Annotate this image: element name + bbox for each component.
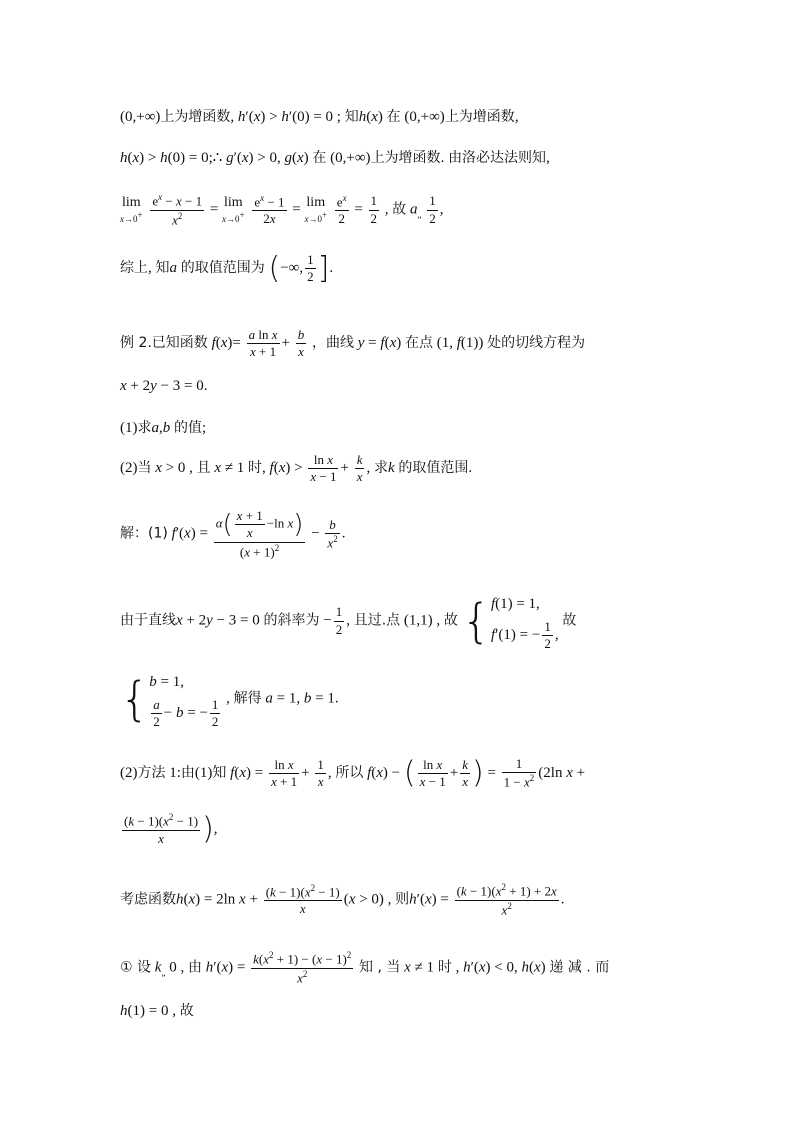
final-line: h(1) = 0 , 故 bbox=[120, 1003, 194, 1019]
h-function-line: 考虑函数h(x) = 2ln x + $\frac{(k - 1)(x^2 - 1)}{x}$ (x > 0) , 则h′(x) = $\frac{(k - 1)(x^2 + 1) + 2x}{x^2}$ . bbox=[120, 882, 565, 917]
slope-line: 由于直线x + 2y − 3 = 0 的斜率为 − $\frac{1}{2}$ , 且过.点 (1,1) , 故 { f(1) = 1, f′(1) = − $\frac{1}{2}$ , 故 bbox=[120, 594, 577, 651]
question-1: (1)求a,b 的值; bbox=[120, 420, 207, 436]
text-line-2: h(x) > h(0) = 0;∴ g′(x) > 0, g(x) 在 (0,+∞)上为增函数. 由洛必达法则知, bbox=[120, 150, 550, 166]
text-line-4-range: 综上, 知a 的取值范围为 (−∞, $\frac{1}{2}$ ]. bbox=[120, 250, 334, 286]
example-2-line: 例 2.已知函数 f(x)= $\frac{\text{a ln x}}{x + 1}$ + $\frac{b}{x}$ ，曲线 y = f(x) 在点 (1, f(1)) 处的切线方程为 bbox=[120, 327, 586, 360]
case-1-line: ① 设 $k_„$ 0 , 由 h′(x) = $\frac{k(x^2 + 1) - (x - 1)^2}{x^2}$ 知 , 当 x ≠ 1 时 , h′(x) < 0, h(x) 递 减 . 而 bbox=[120, 950, 610, 985]
solution-1-derivative: 解：(1) f′(x) = α( $\frac{x + 1}{x}$ −ln x) $(x + 1)^2$ − $\frac{b}{x^2}$ . bbox=[120, 508, 346, 559]
system-solution: { b = 1, $\frac{a}{2}$ − b = − $\frac{1}{2}$ , 解得 a = 1, b = 1. bbox=[120, 672, 339, 729]
question-2: (2)当 x > 0 , 且 x ≠ 1 时, f(x) > $\frac{\text{ln x}}{x - 1}$ + $\frac{k}{x}$ , 求k 的取值范围. bbox=[120, 452, 473, 485]
method-1-continued: $\frac{(k - 1)(x^2 - 1)}{x}$ ), bbox=[124, 811, 218, 847]
text-line-1: (0,+∞)上为增函数, h′(x) > h′(0) = 0 ; 知h(x) 在 (0,+∞)上为增函数, bbox=[120, 109, 519, 125]
method-1-line: (2)方法 1:由(1)知 f(x) = $\frac{\text{ln x}}{x + 1}$ + $\frac{1}{x}$ , 所以 f(x) − ( $\frac{\text{ln x}}{x - 1}$ + $\frac{k}{x}$ ) = $\frac{1}{1 - x^2}$ (2ln x + bbox=[120, 755, 586, 791]
tangent-equation: x + 2y − 3 = 0. bbox=[120, 378, 208, 394]
text-line-3-limits: lim x→0+ $\frac{e^x - x - 1}{x^2}$ = lim x→0+ $\frac{e^x - 1}{2x}$ = lim x→0+ $\frac{e^x}{2}$ = $\frac{1}{2}$ , 故 $a_„$ $\frac{1}{2}$ , bbox=[120, 192, 444, 227]
